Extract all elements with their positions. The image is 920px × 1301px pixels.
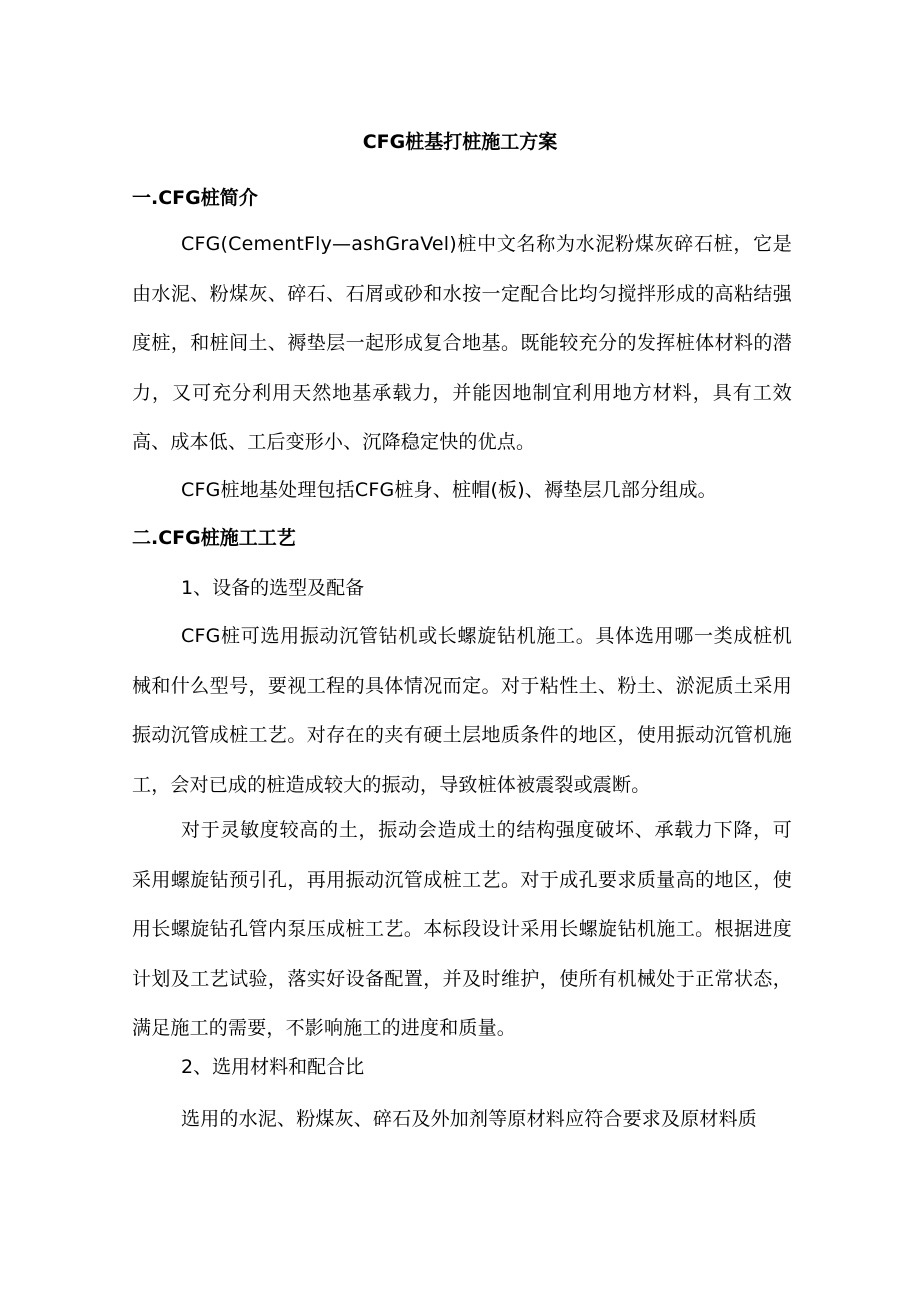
- paragraph-intro-composition: CFG桩地基处理包括CFG桩身、桩帽(板)、褥垫层几部分组成。: [181, 479, 717, 501]
- paragraph-drilling-method: 对于灵敏度较高的土，振动会造成土的结构强度破坏、承载力下降，可采用螺旋钻预引孔，再用振动沉管成桩工艺。对于成孔要求质量高的地区，使用长螺旋钻孔管内泵压成桩工艺。本标段设计采用长螺旋钻机施工。根据进度计划及工艺试验，落实好设备配置，并及时维护，使所有机械处于正常状态，满足施工的需要，不影响施工的进度和质量。: [132, 819, 792, 1039]
- subheading-equipment: 1、设备的选型及配备: [181, 577, 365, 599]
- subheading-materials: 2、选用材料和配合比: [181, 1056, 365, 1078]
- section-heading-process: 二.CFG桩施工工艺: [132, 527, 296, 549]
- paragraph-materials: 选用的水泥、粉煤灰、碎石及外加剂等原材料应符合要求及原材料质: [181, 1108, 758, 1130]
- document-title: CFG桩基打桩施工方案: [362, 131, 558, 153]
- section-heading-intro: 一.CFG桩简介: [132, 187, 258, 209]
- paragraph-equipment-selection: CFG桩可选用振动沉管钻机或长螺旋钻机施工。具体选用哪一类成桩机械和什么型号，要视工程的具体情况而定。对于粘性土、粉土、淤泥质土采用振动沉管成桩工艺。对存在的夹有硬土层地质条件的地区，使用振动沉管机施工，会对已成的桩造成较大的振动，导致桩体被震裂或震断。: [132, 625, 792, 796]
- paragraph-intro-definition: CFG(CementFly—ashGraVel)桩中文名称为水泥粉煤灰碎石桩，它是由水泥、粉煤灰、碎石、石屑或砂和水按一定配合比均匀搅拌形成的高粘结强度桩，和桩间土、褥垫层一起形成复合地基。既能较充分的发挥桩体材料的潜力，又可充分利用天然地基承载力，并能因地制宜利用地方材料，具有工效高、成本低、工后变形小、沉降稳定快的优点。: [132, 233, 792, 453]
